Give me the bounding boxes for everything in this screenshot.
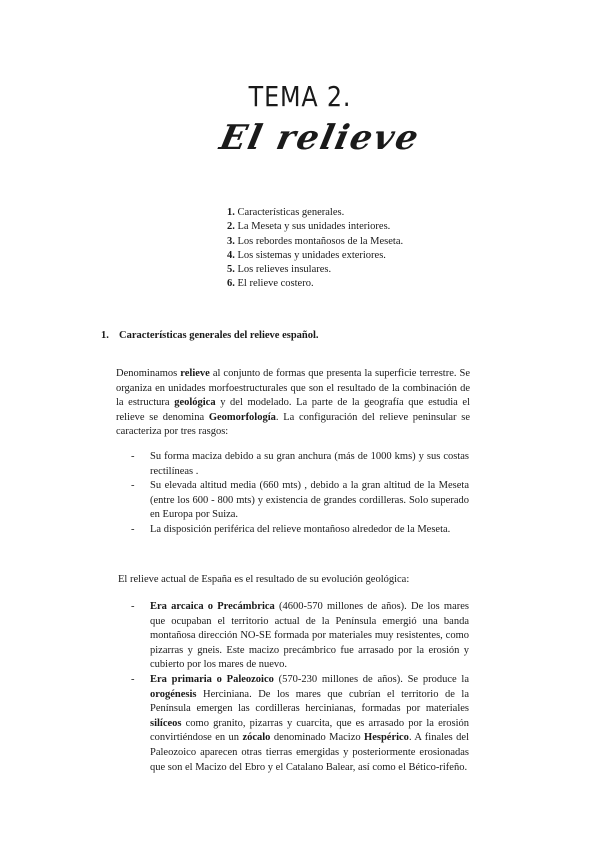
text-run: y del modelado. La parte de la geografía que estudia el relieve se denomina [116, 397, 470, 423]
dash-bullet: - [131, 451, 135, 462]
toc-item [227, 263, 403, 277]
toc-number: 3. [227, 235, 235, 247]
document-title: TEMA 2. [248, 80, 352, 113]
toc-text: Características generales. [234, 207, 345, 218]
toc-item [227, 220, 403, 234]
toc-number: 1. [227, 207, 235, 218]
bold-term: geológica [174, 397, 216, 409]
bold-term: Hespérico [364, 732, 409, 744]
eras-list [131, 600, 469, 775]
list-item [131, 523, 469, 538]
list-item-text: La disposición periférica del relieve montañoso alrededor de la Meseta. [150, 523, 451, 535]
list-item [131, 600, 469, 673]
toc-text: Los relieves insulares. [234, 264, 332, 276]
era-name: Era primaria o Paleozoico [150, 673, 274, 685]
text-run: como granito, pizarras y cuarcita, que es arrasado por la erosión convirtiéndose en un [150, 717, 469, 744]
list-item [131, 673, 469, 775]
dash-bullet: - [131, 673, 135, 685]
toc-text: El relieve costero. [234, 278, 314, 290]
bold-term: orogénesis [150, 688, 197, 700]
document-subtitle: El relieve [216, 118, 424, 158]
text-run: . La configuración del relieve peninsular se caracteriza por tres rasgos: [116, 411, 470, 438]
text-run: denominado Macizo [270, 732, 365, 744]
list-item [131, 450, 469, 479]
table-of-contents [227, 206, 403, 292]
toc-number: 6. [227, 278, 235, 290]
bold-term: relieve [180, 368, 210, 379]
rasgos-list [131, 450, 469, 538]
toc-item [227, 249, 403, 263]
text-run: Denominamos [116, 368, 181, 379]
text-run: Herciniana. De los mares que cubrían el territorio de la Península emergen las cordilleras hercinianas, formadas por materiales [150, 688, 469, 715]
dash-bullet: - [131, 523, 135, 535]
dash-bullet: - [131, 480, 135, 492]
intro-paragraph [116, 367, 470, 440]
dash-bullet: - [131, 601, 135, 612]
bold-term: zócalo [242, 732, 271, 744]
text-run: (570-230 millones de años). Se produce la [273, 673, 469, 685]
list-item-text: Su elevada altitud media (660 mts) , debido a la gran altitud de la Meseta (entre los 600 - 800 mts) y existencia de grandes cordilleras. Solo superado en Europa por Suiza. [150, 480, 469, 521]
section-title: Características generales del relieve español. [119, 330, 319, 341]
toc-item [227, 206, 403, 220]
toc-text: La Meseta y sus unidades interiores. [234, 221, 391, 233]
toc-number: 2. [227, 221, 235, 233]
evolution-paragraph: El relieve actual de España es el resultado de su evolución geológica: [118, 574, 410, 585]
era-text: (4600-570 millones de años). De los mares que ocupaban el territorio actual de la Península emergió una banda montañosa dirección NO-SE formada por materiales muy resistentes, como pizarras y gneis. Este macizo precámbrico fue arrasado por la erosión y cubierto por los mares de nuevo. [150, 601, 469, 671]
toc-item [227, 235, 403, 249]
section-number: 1. [101, 330, 109, 341]
toc-number: 4. [227, 249, 235, 261]
text-run: . A finales del Paleozoico aparecen otras tierras emergidas y posteriormente erosionadas que son el Macizo del Ebro y el Catalano Balear, así como el Bético-rifeño. [150, 732, 470, 773]
text-run: al conjunto de formas que presenta la superficie terrestre. Se organiza en unidades morfoestructurales que son el resultado de la combinación de la estructura [116, 368, 470, 409]
toc-number: 5. [227, 264, 235, 276]
bold-term: silíceos [150, 717, 182, 729]
list-item [131, 479, 469, 523]
toc-text: Los sistemas y unidades exteriores. [234, 249, 386, 261]
bold-term: Geomorfología [208, 411, 276, 423]
era-name: Era arcaica o Precámbrica [150, 601, 275, 612]
section-heading [101, 330, 319, 341]
list-item-text: Su forma maciza debido a su gran anchura (más de 1000 kms) y sus costas rectilíneas . [150, 451, 469, 477]
toc-text: Los rebordes montañosos de la Meseta. [234, 235, 404, 247]
toc-item [227, 277, 403, 291]
